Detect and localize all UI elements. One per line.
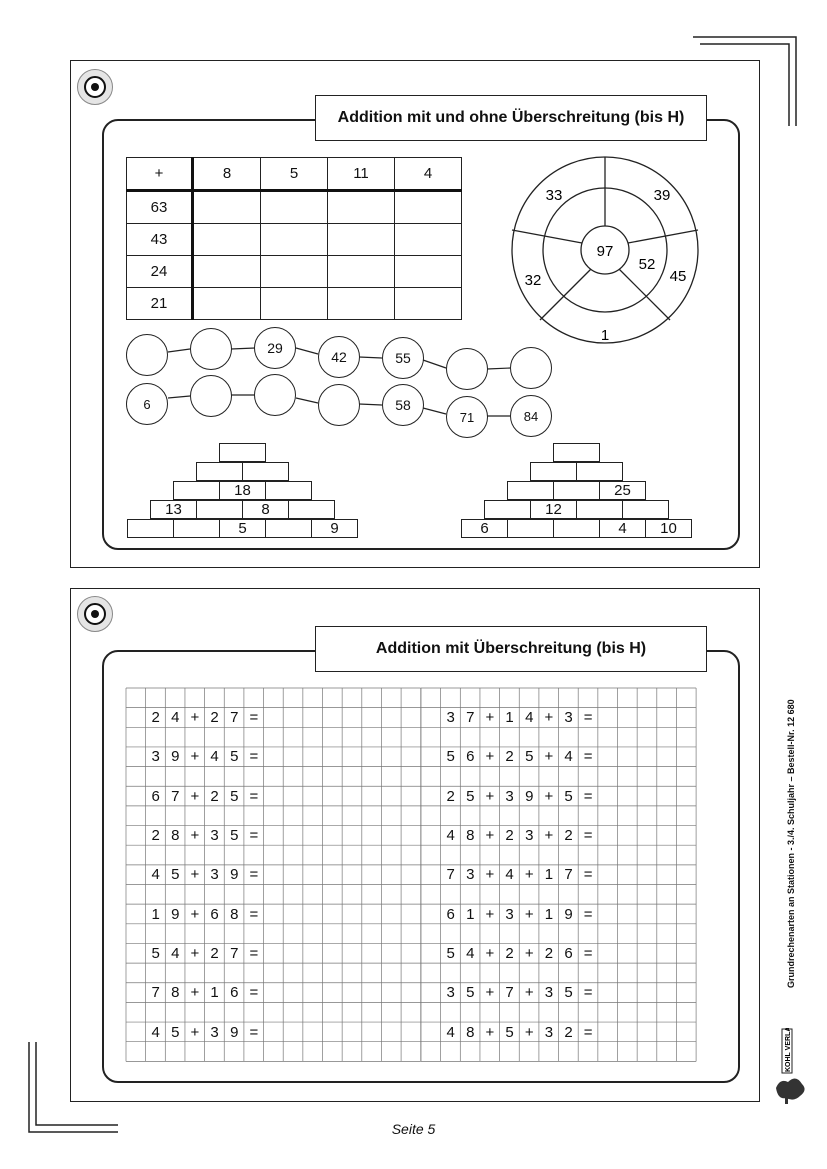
- left-equation-char: 5: [151, 944, 160, 962]
- right-equation-char: =: [583, 748, 593, 766]
- right-equation-char: =: [583, 866, 593, 884]
- chain-circle: 58: [382, 384, 424, 426]
- left-equation-char: 3: [210, 1023, 219, 1041]
- table-header-cell: 8: [193, 158, 261, 191]
- right-equation-char: 6: [564, 944, 573, 962]
- right-equation-char: 3: [525, 827, 534, 845]
- left-equation-char: =: [249, 944, 259, 962]
- left-equation-char: 2: [151, 709, 160, 727]
- pyramid-brick: 5: [219, 519, 266, 538]
- right-equation-char: 5: [446, 944, 455, 962]
- left-equation-char: 7: [230, 944, 239, 962]
- left-equation-char: 5: [230, 748, 239, 766]
- right-equation-char: 4: [525, 709, 534, 727]
- left-equation-char: =: [249, 984, 259, 1002]
- right-equation-char: 2: [505, 944, 514, 962]
- left-equation-char: 8: [171, 827, 180, 845]
- right-equation-char: +: [485, 787, 495, 805]
- right-equation-char: 4: [446, 827, 455, 845]
- left-equation-char: =: [249, 748, 259, 766]
- left-equation-char: +: [190, 787, 200, 805]
- table-row-header: 21: [127, 288, 193, 320]
- left-equation-char: =: [249, 866, 259, 884]
- right-equation-char: 6: [466, 748, 475, 766]
- right-equation-char: +: [485, 827, 495, 845]
- right-equation-char: 2: [446, 787, 455, 805]
- chain-circle: 55: [382, 337, 424, 379]
- right-equation-char: 4: [505, 866, 514, 884]
- right-equation-char: 3: [544, 1023, 554, 1041]
- left-equation-char: 5: [230, 787, 239, 805]
- table-row-header: 24: [127, 256, 193, 288]
- wheel-outer: 32: [524, 272, 542, 289]
- right-equation-char: 2: [564, 827, 573, 845]
- right-equation-char: 3: [446, 709, 455, 727]
- wheel-outer: 1: [600, 327, 610, 344]
- table-header-cell: 4: [395, 158, 462, 191]
- right-equation-char: 2: [544, 944, 554, 962]
- pyramid-brick: 25: [599, 481, 646, 500]
- chain-circle: 42: [318, 336, 360, 378]
- page-number: Seite 5: [391, 1121, 436, 1137]
- right-equation-char: +: [485, 709, 495, 727]
- right-equation-char: 5: [564, 984, 573, 1002]
- wheel-inner: 52: [638, 256, 656, 273]
- chain-circle: 29: [254, 327, 296, 369]
- right-equation-char: +: [544, 748, 554, 766]
- right-equation-char: =: [583, 984, 593, 1002]
- left-equation-char: =: [249, 1023, 259, 1041]
- right-equation-char: 7: [564, 866, 573, 884]
- right-equation-char: +: [485, 1023, 495, 1041]
- table-header-cell: 5: [261, 158, 328, 191]
- right-equation-char: 2: [564, 1023, 573, 1041]
- right-equation-char: 5: [466, 984, 475, 1002]
- left-equation-char: 4: [151, 866, 160, 884]
- right-equation-char: +: [524, 984, 534, 1002]
- left-equation-char: 4: [171, 944, 180, 962]
- chain-circle: 84: [510, 395, 552, 437]
- chain-circle: 6: [126, 383, 168, 425]
- left-equation-char: 8: [230, 905, 239, 923]
- right-equation-char: 1: [505, 709, 514, 727]
- right-equation-char: +: [524, 944, 534, 962]
- left-equation-char: +: [190, 1023, 200, 1041]
- left-equation-char: 2: [210, 944, 219, 962]
- right-equation-char: 3: [544, 984, 554, 1002]
- left-equation-char: +: [190, 905, 200, 923]
- right-equation-char: 4: [446, 1023, 455, 1041]
- right-equation-char: 6: [446, 905, 455, 923]
- right-equation-char: =: [583, 944, 593, 962]
- left-equation-char: 6: [230, 984, 239, 1002]
- tree-icon: [776, 1078, 805, 1099]
- left-equation-char: +: [190, 866, 200, 884]
- left-equation-char: 7: [171, 787, 180, 805]
- wheel-outer: 39: [653, 187, 671, 204]
- right-equation-char: +: [544, 787, 554, 805]
- left-equation-char: 1: [151, 905, 160, 923]
- pyramid-brick: 6: [461, 519, 508, 538]
- left-equation-char: =: [249, 709, 259, 727]
- right-equation-char: 8: [466, 1023, 475, 1041]
- right-equation-char: 7: [446, 866, 455, 884]
- right-equation-char: =: [583, 1023, 593, 1041]
- left-equation-char: 6: [210, 905, 219, 923]
- table-operator: +: [127, 158, 193, 191]
- table-row-header: 43: [127, 224, 193, 256]
- right-equation-char: +: [524, 905, 534, 923]
- wheel-outer: 33: [545, 187, 563, 204]
- left-equation-char: 2: [151, 827, 160, 845]
- left-equation-char: 3: [210, 827, 219, 845]
- left-equation-char: 5: [171, 866, 180, 884]
- left-equation-char: +: [190, 984, 200, 1002]
- right-equation-char: =: [583, 709, 593, 727]
- right-equation-char: +: [485, 866, 495, 884]
- right-equation-char: 1: [544, 905, 554, 923]
- right-equation-char: 2: [505, 827, 514, 845]
- pyramid-brick: 18: [219, 481, 266, 500]
- right-equation-char: 7: [466, 709, 475, 727]
- pyramid-brick: 8: [242, 500, 289, 519]
- left-equation-char: +: [190, 944, 200, 962]
- left-equation-char: 2: [210, 709, 219, 727]
- left-equation-char: +: [190, 748, 200, 766]
- right-equation-char: 9: [525, 787, 534, 805]
- right-equation-char: +: [485, 944, 495, 962]
- left-equation-char: 3: [210, 866, 219, 884]
- left-equation-char: 1: [210, 984, 219, 1002]
- right-equation-char: =: [583, 905, 593, 923]
- right-equation-char: 5: [505, 1023, 514, 1041]
- left-equation-char: =: [249, 827, 259, 845]
- wheel-outer: 45: [669, 268, 687, 285]
- right-equation-char: 5: [466, 787, 475, 805]
- section2-title: Addition mit Überschreitung (bis H): [315, 626, 707, 672]
- right-equation-char: 3: [564, 709, 573, 727]
- pyramid-brick: 13: [150, 500, 197, 519]
- section1-title: Addition mit und ohne Überschreitung (bis H): [315, 95, 707, 141]
- side-order-text: Grundrechenarten an Stationen - 3./4. Schuljahr – Bestell-Nr. 12 680: [786, 699, 796, 988]
- right-equation-char: +: [524, 866, 534, 884]
- right-equation-char: 3: [466, 866, 475, 884]
- left-equation-char: 6: [151, 787, 160, 805]
- left-equation-char: 4: [171, 709, 180, 727]
- right-equation-char: 8: [466, 827, 475, 845]
- right-equation-char: 2: [505, 748, 514, 766]
- right-equation-char: =: [583, 827, 593, 845]
- right-equation-char: 9: [564, 905, 573, 923]
- right-equation-char: =: [583, 787, 593, 805]
- left-equation-char: 9: [230, 1023, 239, 1041]
- publisher-logo: [768, 1028, 808, 1106]
- right-equation-char: +: [544, 709, 554, 727]
- left-equation-char: 5: [230, 827, 239, 845]
- right-equation-char: 1: [544, 866, 554, 884]
- right-equation-char: 3: [505, 905, 514, 923]
- publisher-name: KOHL VERLAG: [785, 1028, 792, 1072]
- chain-circle: 71: [446, 396, 488, 438]
- table-header-cell: 11: [328, 158, 395, 191]
- left-equation-char: 4: [151, 1023, 160, 1041]
- left-equation-char: 4: [210, 748, 219, 766]
- left-equation-char: 2: [210, 787, 219, 805]
- right-equation-char: 5: [525, 748, 534, 766]
- right-equation-char: 3: [446, 984, 455, 1002]
- left-equation-char: 9: [171, 905, 180, 923]
- pyramid-brick: 10: [645, 519, 692, 538]
- pyramid-brick: 12: [530, 500, 577, 519]
- right-equation-char: 5: [564, 787, 573, 805]
- right-equation-char: 4: [466, 944, 475, 962]
- pyramid-brick: 4: [599, 519, 646, 538]
- right-equation-char: 4: [564, 748, 573, 766]
- left-equation-char: 7: [230, 709, 239, 727]
- left-equation-char: 3: [151, 748, 160, 766]
- left-equation-char: +: [190, 827, 200, 845]
- left-equation-char: 8: [171, 984, 180, 1002]
- right-equation-char: +: [485, 748, 495, 766]
- wheel-center: 97: [596, 243, 614, 260]
- right-equation-char: +: [485, 905, 495, 923]
- left-equation-char: 9: [230, 866, 239, 884]
- left-equation-char: =: [249, 905, 259, 923]
- left-equation-char: 9: [171, 748, 180, 766]
- left-equation-char: +: [190, 709, 200, 727]
- pyramid-brick: 9: [311, 519, 358, 538]
- right-equation-char: +: [544, 827, 554, 845]
- right-equation-char: 3: [505, 787, 514, 805]
- right-equation-char: 7: [505, 984, 514, 1002]
- right-equation-char: 5: [446, 748, 455, 766]
- right-equation-char: +: [485, 984, 495, 1002]
- right-equation-char: +: [524, 1023, 534, 1041]
- left-equation-char: 5: [171, 1023, 180, 1041]
- table-row-header: 63: [127, 191, 193, 224]
- left-equation-char: =: [249, 787, 259, 805]
- right-equation-char: 1: [466, 905, 475, 923]
- left-equation-char: 7: [151, 984, 160, 1002]
